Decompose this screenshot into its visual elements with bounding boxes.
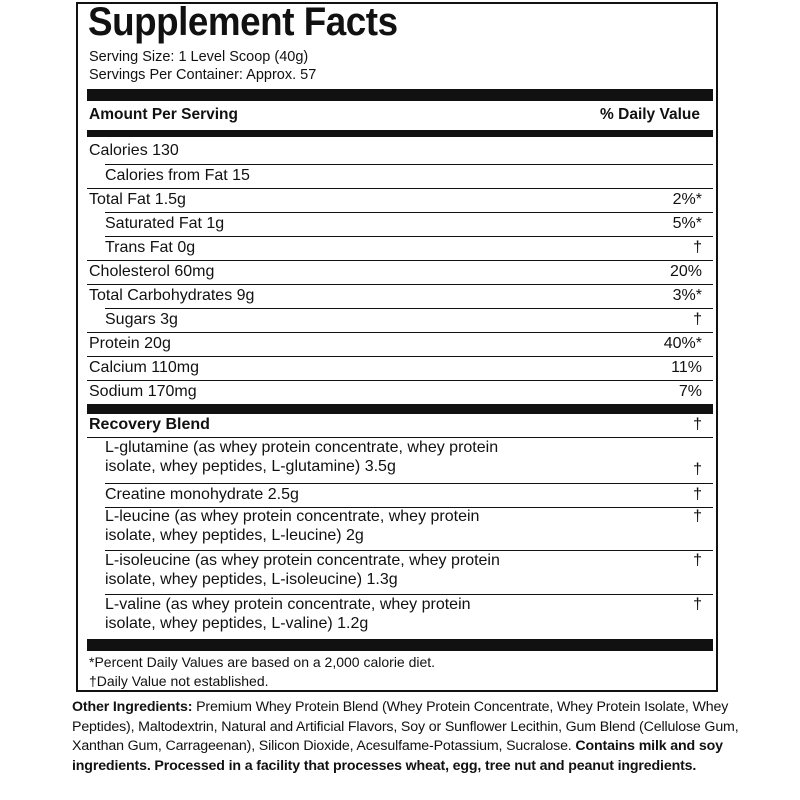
other-ingredients [72,698,744,776]
nutrient-value: † [693,311,702,328]
nutrient-value: 11% [671,359,702,376]
blend-item-line: L-isoleucine (as whey protein concentrate, whey protein [105,552,500,569]
nutrient-label: Saturated Fat 1g [105,215,225,232]
blend-item-line: isolate, whey peptides, L-leucine) 2g [105,527,364,544]
blend-title: Recovery Blend [89,416,210,433]
nutrient-label: Protein 20g [89,335,171,352]
column-header [89,105,700,125]
other-ingredients-text: Premium Whey Protein Blend (Whey Protein Concentrate, Whey Protein Isolate, Whey Peptides), Maltodextrin, Natural and Artificial Flavors, Soy or Sunflower Lecithin, Gum Blend (Cellulose Gum, Xanthan Gum, Carrageenan), Silicon Dioxide, Acesulfame-Potassium, Sucralose. [72,699,739,754]
thick-divider [87,639,713,651]
nutrient-label: Calories 130 [89,142,179,159]
nutrient-label: Sodium 170mg [89,383,197,400]
blend-item [105,551,702,595]
blend-item-line: L-glutamine (as whey protein concentrate, whey protein [105,439,499,456]
nutrient-value: 5%* [672,215,702,232]
other-ingredients-label: Other Ingredients: [72,699,193,715]
blend-item-line: L-valine (as whey protein concentrate, whey protein [105,596,471,613]
blend-item-line: L-leucine (as whey protein concentrate, whey protein [105,508,480,525]
nutrient-row [89,380,713,404]
serving-size: Serving Size: 1 Level Scoop (40g) [89,49,309,65]
nutrient-label: Sugars 3g [105,311,178,328]
supplement-facts-panel [76,2,718,692]
nutrient-row [89,212,713,236]
blend-item [105,507,702,551]
nutrient-row [89,284,713,308]
nutrient-value: 3%* [672,287,702,304]
blend-item-line: Creatine monohydrate 2.5g [105,486,299,503]
blend-item-value: † [693,461,702,478]
medium-divider [87,130,713,137]
blend-header-row [89,413,713,437]
allergen-warning: Contains milk and soy ingredients. Processed in a facility that processes wheat, egg, tree nut and peanut ingredients. [72,738,723,774]
blend-item-value: † [693,552,702,569]
nutrient-row [89,308,713,332]
footnote-percent-dv: *Percent Daily Values are based on a 2,000 calorie diet. [89,654,436,670]
footnote-dv-not-established: †Daily Value not established. [89,673,269,689]
nutrient-row [89,139,713,163]
servings-per-container: Servings Per Container: Approx. 57 [89,67,317,83]
nutrient-label: Calcium 110mg [89,359,199,376]
blend-item-line: isolate, whey peptides, L-valine) 1.2g [105,615,369,632]
blend-item [105,595,702,639]
thick-divider [87,89,713,101]
blend-item-value: † [693,486,702,503]
nutrient-label: Total Carbohydrates 9g [89,287,255,304]
blend-item [105,485,702,507]
nutrient-row [89,236,713,260]
amount-per-serving-label: Amount Per Serving [89,106,238,123]
row-divider [105,483,713,484]
nutrient-value: 40%* [663,335,702,352]
nutrient-value: 7% [678,383,702,400]
nutrient-row [89,164,713,188]
nutrient-value: 2%* [672,191,702,208]
panel-title: Supplement Facts [88,0,398,44]
blend-item-line: isolate, whey peptides, L-isoleucine) 1.3g [105,571,398,588]
daily-value-label: % Daily Value [600,106,700,123]
nutrient-row [89,188,713,212]
blend-item-line: isolate, whey peptides, L-glutamine) 3.5g [105,458,396,475]
nutrient-value: † [693,239,702,256]
nutrient-row [89,332,713,356]
nutrient-label: Total Fat 1.5g [89,191,186,208]
blend-item-value: † [693,596,702,613]
blend-value: † [693,416,702,433]
nutrient-row [89,356,713,380]
nutrient-label: Cholesterol 60mg [89,263,215,280]
nutrient-row [89,260,713,284]
nutrient-value: 20% [669,263,702,280]
nutrient-label: Calories from Fat 15 [105,167,250,184]
nutrient-label: Trans Fat 0g [105,239,196,256]
blend-item-value: † [693,508,702,525]
blend-item [105,438,702,482]
